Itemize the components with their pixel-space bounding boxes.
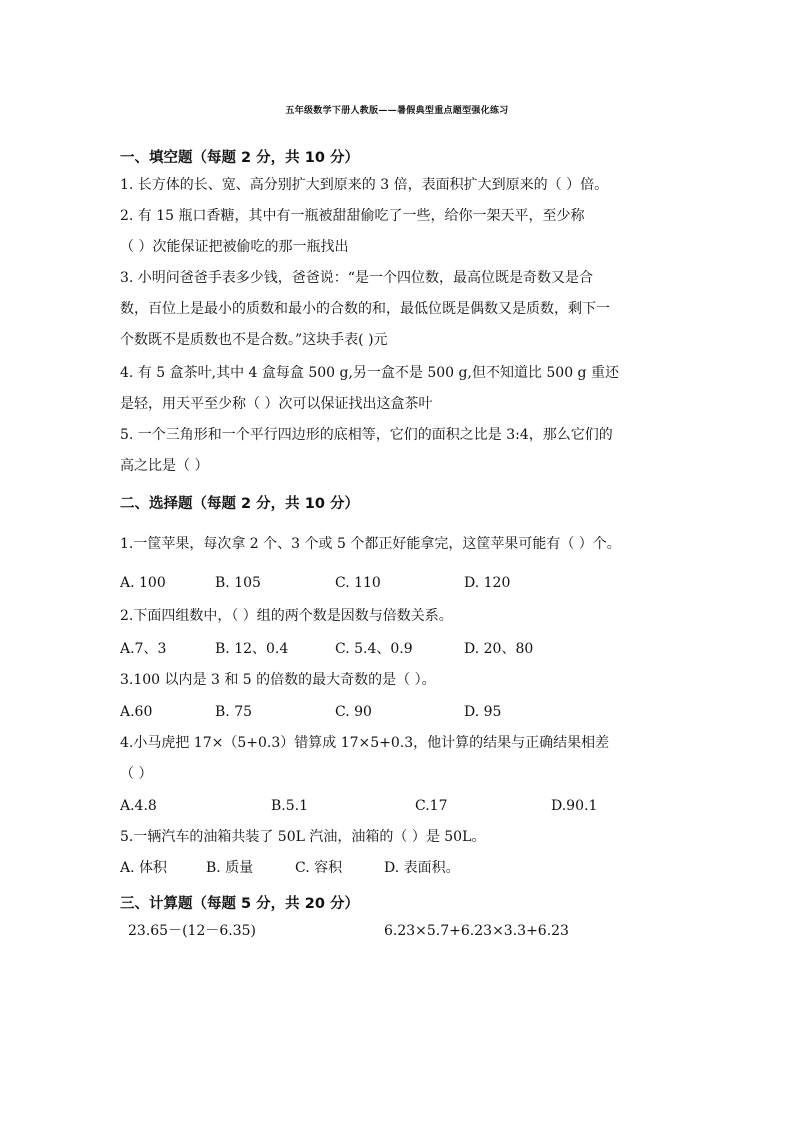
choice-q1-option-c: C. 110 bbox=[335, 575, 381, 591]
choice-q2-option-c: C. 5.4、0.9 bbox=[335, 641, 413, 657]
fill-blank-q4-line1: 4. 有 5 盒茶叶,其中 4 盒每盒 500 g,另一盒不是 500 g,但不知道比 500 g 重还 bbox=[120, 365, 619, 381]
fill-blank-q1: 1. 长方体的长、宽、高分别扩大到原来的 3 倍，表面积扩大到原来的（ ）倍。 bbox=[120, 177, 609, 193]
choice-q4-option-c: C.17 bbox=[415, 798, 448, 814]
fill-blank-q3-line3: 个数既不是质数也不是合数。”这块手表( )元 bbox=[120, 332, 388, 348]
section-calc-heading: 三、计算题（每题 5 分，共 20 分） bbox=[120, 896, 359, 912]
choice-q3-stem: 3.100 以内是 3 和 5 的倍数的最大奇数的是（ ）。 bbox=[120, 672, 436, 688]
fill-blank-q3-line1: 3. 小明问爸爸手表多少钱，爸爸说：“是一个四位数，最高位既是奇数又是合 bbox=[120, 270, 593, 286]
choice-q2-option-d: D. 20、80 bbox=[464, 641, 534, 657]
choice-q5-option-c: C. 容积 bbox=[295, 860, 343, 876]
choice-q5-stem: 5.一辆汽车的油箱共装了 50L 汽油，油箱的（ ）是 50L。 bbox=[120, 829, 486, 845]
fill-blank-q2-line2: （ ）次能保证把被偷吃的那一瓶找出 bbox=[120, 239, 349, 255]
choice-q1-option-a: A. 100 bbox=[120, 575, 166, 591]
choice-q4-option-b: B.5.1 bbox=[271, 798, 309, 814]
choice-q3-option-d: D. 95 bbox=[464, 704, 502, 720]
fill-blank-q5-line1: 5. 一个三角形和一个平行四边形的底相等，它们的面积之比是 3:4，那么它们的 bbox=[120, 427, 613, 443]
choice-q5-option-b: B. 质量 bbox=[206, 860, 254, 876]
choice-q2-option-a: A.7、3 bbox=[120, 641, 167, 657]
choice-q2-stem: 2.下面四组数中，（ ）组的两个数是因数与倍数关系。 bbox=[120, 608, 453, 624]
choice-q3-option-c: C. 90 bbox=[335, 704, 372, 720]
choice-q3-option-b: B. 75 bbox=[215, 704, 253, 720]
fill-blank-q5-line2: 高之比是（ ） bbox=[120, 458, 209, 474]
choice-q1-stem: 1.一筐苹果，每次拿 2 个、3 个或 5 个都正好能拿完，这筐苹果可能有（ ）个。 bbox=[120, 536, 621, 552]
choice-q4-stem-line1: 4.小马虎把 17×（5+0.3）错算成 17×5+0.3，他计算的结果与正确结果相差 bbox=[120, 735, 610, 751]
choice-q5-option-a: A. 体积 bbox=[120, 860, 168, 876]
choice-q5-option-d: D. 表面积。 bbox=[384, 860, 460, 876]
page-title: 五年级数学下册人教版——暑假典型重点题型强化练习 bbox=[285, 106, 509, 116]
section-choice-heading: 二、选择题（每题 2 分，共 10 分） bbox=[120, 496, 359, 512]
fill-blank-q3-line2: 数，百位上是最小的质数和最小的合数的和，最低位既是偶数又是质数，剩下一 bbox=[120, 301, 610, 317]
choice-q4-option-a: A.4.8 bbox=[120, 798, 157, 814]
choice-q3-option-a: A.60 bbox=[120, 704, 153, 720]
section-fill-blank-heading: 一、填空题（每题 2 分，共 10 分） bbox=[120, 150, 359, 166]
choice-q4-stem-line2: （ ） bbox=[120, 766, 153, 782]
choice-q4-option-d: D.90.1 bbox=[551, 798, 598, 814]
fill-blank-q4-line2: 是轻，用天平至少称（ ）次可以保证找出这盒茶叶 bbox=[120, 396, 433, 412]
calc-expression-1: 23.65－(12－6.35) bbox=[128, 923, 256, 939]
choice-q1-option-d: D. 120 bbox=[464, 575, 511, 591]
choice-q2-option-b: B. 12、0.4 bbox=[215, 641, 289, 657]
choice-q1-option-b: B. 105 bbox=[215, 575, 261, 591]
calc-expression-2: 6.23×5.7+6.23×3.3+6.23 bbox=[384, 923, 569, 939]
fill-blank-q2-line1: 2. 有 15 瓶口香糖，其中有一瓶被甜甜偷吃了一些，给你一架天平，至少称 bbox=[120, 208, 585, 224]
